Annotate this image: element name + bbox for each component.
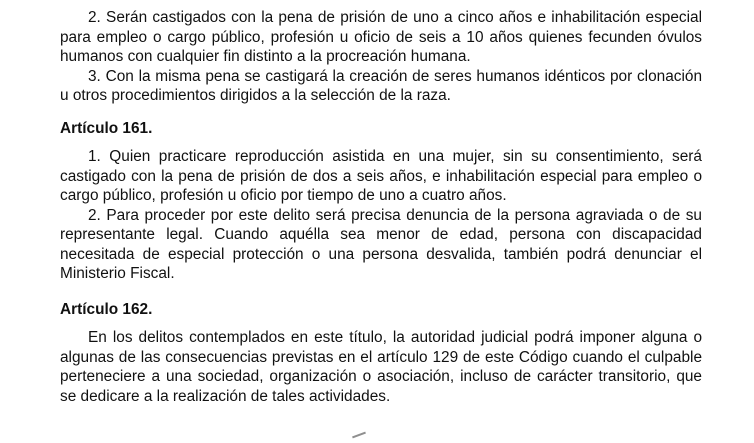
spacer (60, 106, 702, 119)
article-161-paragraph-2: 2. Para proceder por este delito será precisa denuncia de la persona agraviada o de su representante legal. Cuando aquélla sea menor de edad, persona con discapacidad necesitada de especial protección o una persona desvalida, también podrá denunciar el Ministerio Fiscal. (60, 206, 702, 282)
spacer (60, 138, 702, 147)
article-162-paragraph-1: En los delitos contemplados en este título, la autoridad judicial podrá imponer alguna o algunas de las consecuencias previstas en el artículo 129 de este Código cuando el culpable perteneciere a una sociedad, organización o asociación, incluso de carácter transitorio, que se dedicare a la realización de tales actividades. (60, 329, 702, 405)
cutoff-text-fragment (352, 432, 366, 439)
spacer (60, 284, 702, 300)
paragraph-intro-3: 3. Con la misma pena se castigará la creación de seres humanos idénticos por clonación u otros procedimientos dirigidos a la selección de la raza. (60, 67, 702, 104)
spacer (60, 319, 702, 328)
document-page (60, 8, 702, 406)
article-162-heading: Artículo 162. (60, 300, 153, 318)
paragraph-intro-2: 2. Serán castigados con la pena de prisión de uno a cinco años e inhabilitación especial para empleo o cargo público, profesión u oficio de seis a 10 años quienes fecunden óvulos humanos con cualquier fin distinto a la procreación humana. (60, 9, 702, 65)
article-161-paragraph-1: 1. Quien practicare reproducción asistida en una mujer, sin su consentimiento, será castigado con la pena de prisión de dos a seis años, e inhabilitación especial para empleo o cargo público, profesión u oficio por tiempo de uno a cuatro años. (60, 148, 702, 204)
article-161-heading: Artículo 161. (60, 119, 153, 137)
